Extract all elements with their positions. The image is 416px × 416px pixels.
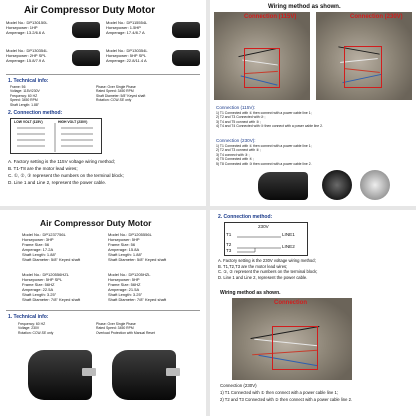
- wiring-panel-bottom-right: [210, 210, 416, 416]
- shaft-length: Shaft Length: 3.25": [108, 292, 143, 297]
- motor-image: [172, 50, 200, 66]
- tech-item: Frequency: 60 HZ: [18, 322, 46, 326]
- connection-heading: 2. Connection method:: [8, 110, 63, 116]
- tech-left-list: [18, 322, 53, 335]
- connection-230v-steps: [220, 382, 352, 403]
- photo-label: Connection: [274, 300, 307, 306]
- step-item: 5) T8 Connected with ③ then connect with a power cable line 2.: [216, 161, 312, 166]
- model-number: Model No.: DP130354L: [106, 48, 148, 53]
- amperage: Amperage: 15.8/7.9 A: [6, 58, 45, 63]
- model-number: Model No.: DP1205HZL: [108, 272, 151, 277]
- model-block: [6, 20, 48, 35]
- step-item: 4) T4 and T4 Connected with ④ then connect with a power cable line 2.: [216, 124, 323, 129]
- lead-t2: T2: [226, 242, 232, 247]
- spec-panel-bottom-left: [0, 210, 206, 416]
- frame-size: Frame Size: 56HZ: [22, 282, 55, 287]
- model-number: Model No.: DP1237756L: [22, 232, 66, 237]
- tech-item: Rated Speed: 3450 RPM: [96, 89, 134, 94]
- model-block: [108, 272, 166, 302]
- shaft-diameter: Shaft Diameter: 5/8" Keyed shaft: [22, 257, 81, 262]
- step-item: 2) T2 and T3 Connected with ② ;: [216, 115, 266, 120]
- model-number: Model No.: DP1205556L: [108, 232, 152, 237]
- step-item: 3) T4 connect with ③ ;: [216, 152, 250, 157]
- note-item: C. ①, ② represent the numbers on the terminal block;: [218, 269, 318, 275]
- step-item: 2) T2 and T3 connect with ② ;: [216, 148, 261, 153]
- tech-item: Speed: 3450 RPM: [10, 98, 38, 103]
- tech-item: Rated Speed: 3450 RPM: [96, 326, 134, 331]
- horsepower: Horsepower: 3HP: [22, 237, 54, 242]
- photo-label-230v: Connection (230V): [350, 14, 403, 20]
- terminal-photo-230v: [316, 12, 412, 100]
- model-block: [106, 48, 148, 63]
- shaft-length: Shaft Length: 1.88": [108, 252, 143, 257]
- motor-shaft: [166, 368, 180, 376]
- tech-item: Rotation: CCW-SE only: [18, 330, 54, 335]
- model-block: [22, 272, 80, 302]
- divider: [6, 74, 200, 75]
- step-item: 1) T1 Connected with ① then connect with a power cable line 1;: [216, 144, 312, 148]
- notes-list: [8, 158, 124, 186]
- tech-right-list: [96, 85, 145, 103]
- tech-item: Overload Protection with Manual Reset: [96, 330, 155, 335]
- motor-shaft: [82, 368, 96, 376]
- connection-115v-steps: [216, 105, 323, 129]
- panel-title: Air Compressor Duty Motor: [40, 218, 152, 228]
- horsepower: Horsepower: 1.5HP: [106, 25, 141, 30]
- wiring-heading: Wiring method as shown.: [220, 290, 281, 296]
- tech-item: Shaft Length: 1.88": [10, 102, 39, 107]
- horsepower: Horsepower: 5HP: [108, 277, 140, 282]
- motor-end-view: [360, 170, 390, 200]
- horsepower: Horsepower: 5HP: [108, 237, 140, 242]
- voltage-label: 230V: [258, 224, 269, 229]
- tech-item: Phase: Over Single Phase: [96, 322, 136, 326]
- model-block: [108, 232, 166, 262]
- horsepower: Horsepower: 1HP: [6, 25, 38, 30]
- tech-item: Frequency: 60 HZ: [10, 93, 38, 98]
- amperage: Amperage: 13.2/6.6 A: [6, 30, 45, 35]
- motor-image: [258, 172, 308, 200]
- terminal-photo-230v: [232, 298, 352, 380]
- highlight-box: [244, 48, 280, 88]
- amperage: Amperage: 17.4/8.7 A: [106, 30, 145, 35]
- motor-image: [72, 22, 100, 38]
- model-number: Model No.: DP130354L: [6, 48, 48, 53]
- highlight-box: [272, 326, 318, 370]
- model-number: Model No.: DP130150L: [6, 20, 48, 25]
- tech-item: Phase: Over Single Phase: [96, 85, 136, 89]
- spec-panel-top-left: [0, 0, 206, 206]
- tech-right-list: [96, 322, 155, 335]
- shaft-length: Shaft Length: 1.88": [22, 252, 57, 257]
- step-item: 1) T1 Connected with ① then connect with a power cable line 1;: [220, 390, 338, 395]
- lead-t3: T3: [226, 248, 232, 253]
- note-item: B. T1-T8 are the motor lead wires;: [8, 166, 78, 171]
- tech-item: Voltage: 230V: [18, 326, 40, 331]
- model-block: [22, 232, 80, 262]
- step-title: Connection (230V): [220, 383, 257, 388]
- note-item: D. Line 1 and Line 2, represent the power cable.: [218, 274, 308, 280]
- low-volt-label: LOW VOLT (115V): [14, 120, 43, 124]
- model-number: Model No.: DP115554L: [106, 20, 148, 25]
- model-block: [6, 48, 48, 63]
- motor-image: [72, 50, 100, 66]
- step-title: Connection (230V):: [216, 138, 256, 143]
- tech-item: Shaft Diameter: 5/8" Keyed shaft: [96, 93, 146, 98]
- wiring-heading: Wiring method as shown.: [268, 4, 341, 10]
- tech-left-list: [10, 85, 40, 107]
- motor-end-view: [322, 170, 352, 200]
- tech-item: Frame: 56: [10, 85, 26, 89]
- shaft-diameter: Shaft Diameter: 7/8" Keyed shaft: [108, 297, 167, 302]
- horsepower: Horsepower: 5HP SPL: [106, 53, 147, 58]
- amperage: Amperage: 17.2A: [22, 247, 54, 252]
- connection-heading: 2. Connection method:: [218, 214, 273, 220]
- shaft-length: Shaft Length: 3.25": [22, 292, 57, 297]
- photo-label-115v: Connection (115V): [244, 14, 297, 20]
- shaft-diameter: Shaft Diameter: 5/8" Keyed shaft: [108, 257, 167, 262]
- horsepower: Horsepower: 2HP SPL: [6, 53, 47, 58]
- tech-heading: 1. Technical info:: [8, 314, 49, 320]
- amperage: Amperage: 15.8A: [108, 247, 140, 252]
- amperage: Amperage: 21.5A: [108, 287, 140, 292]
- line2-label: LINE2: [282, 244, 295, 249]
- horsepower: Horsepower: 5HP SPL: [22, 277, 63, 282]
- step-item: 1) T1 Connected with ① then connect with a power cable line 1;: [216, 111, 312, 115]
- step-item: 2) T2 and T3 Connected with ② then connect with a power cable line 2.: [220, 397, 353, 402]
- line1-label: LINE1: [282, 232, 295, 237]
- lead-t1: T1: [226, 232, 232, 237]
- note-item: C. ①, ②, ③ represent the numbers on the terminal block;: [8, 173, 124, 178]
- high-volt-label: HIGH VOLT (230V): [58, 120, 88, 124]
- frame-size: Frame Size: 56HZ: [108, 282, 141, 287]
- amperage: Amperage: 22.8/11.4 A: [106, 58, 147, 63]
- tech-heading: 1. Technical info:: [8, 78, 49, 84]
- motor-image: [172, 22, 200, 38]
- terminal-photo-115v: [214, 12, 310, 100]
- note-item: B. T1,T2,T3 are the motor lead wires;: [218, 263, 288, 269]
- highlight-box: [344, 46, 382, 88]
- frame-size: Frame Size: 56: [22, 242, 50, 247]
- amperage: Amperage: 22.5A: [22, 287, 54, 292]
- connection-230v-steps: [216, 138, 312, 166]
- notes-list: [218, 258, 317, 280]
- model-grid: [6, 20, 200, 80]
- panel-title: Air Compressor Duty Motor: [24, 5, 156, 16]
- tech-item: Rotation: CCW-SE only: [96, 98, 132, 103]
- shaft-diameter: Shaft Diameter: 7/8" Keyed shaft: [22, 297, 81, 302]
- model-block: [106, 20, 147, 35]
- note-item: A. Factory setting is the 115V voltage wiring method;: [8, 159, 115, 164]
- step-item: 4) T5 Connected with ④ ;: [216, 157, 255, 162]
- step-title: Connection (115V):: [216, 105, 256, 110]
- wiring-panel-top-right: [210, 0, 416, 206]
- frame-size: Frame Size: 56: [108, 242, 136, 247]
- model-number: Model No.: DP120556HZL: [22, 272, 69, 277]
- step-item: 3) T4 and T5 connect with ③ ;: [216, 119, 261, 124]
- note-item: D. Line 1 and Line 2, represent the power cable.: [8, 180, 107, 185]
- divider: [6, 310, 200, 311]
- note-item: A. Factory setting is the 230V voltage wiring method;: [218, 258, 316, 263]
- tech-item: Voltage: 115V/230V: [10, 89, 40, 94]
